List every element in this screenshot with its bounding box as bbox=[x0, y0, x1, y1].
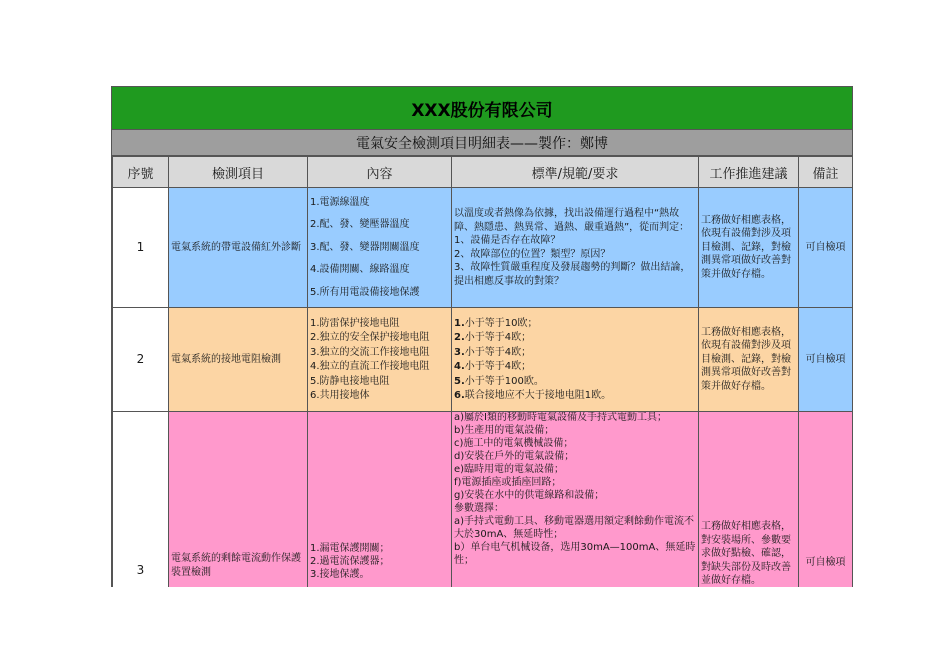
content-line: 3.配、發、變器開關溫度 bbox=[310, 241, 420, 253]
standard-line: 3. 小于等于4欧； bbox=[454, 346, 532, 358]
standard-line: 6. 联合接地应不大于接地电阻1欧。 bbox=[454, 390, 612, 401]
standard-line: 參數選擇： bbox=[454, 503, 504, 514]
content-line: 2.独立的安全保护接地电阻 bbox=[310, 332, 430, 343]
inspection-table bbox=[112, 156, 853, 587]
content-line: 3.独立的交流工作接地电阻 bbox=[310, 346, 430, 358]
row-index[interactable]: 3 bbox=[113, 412, 169, 588]
row-item[interactable]: 電氣系統的帶電設備紅外診斷 bbox=[169, 188, 308, 308]
standard-line: a)屬於I類的移動時電氣設備及手持式電動工具； bbox=[454, 412, 667, 423]
header-row bbox=[113, 157, 853, 188]
col-header-standard[interactable]: 標準/規範/要求 bbox=[452, 157, 699, 188]
col-header-item[interactable]: 檢測項目 bbox=[169, 157, 308, 188]
row-index[interactable]: 1 bbox=[113, 188, 169, 308]
standard-line: b)生產用的電氣設備； bbox=[454, 425, 555, 436]
row-item[interactable]: 電氣系統的剩餘電流動作保護裝置檢測 bbox=[169, 412, 308, 588]
row-note[interactable]: 可自檢項 bbox=[799, 188, 853, 308]
standard-line: d)安裝在戶外的電氣設備； bbox=[454, 451, 575, 462]
standard-line: g)安裝在水中的供電線路和設備； bbox=[454, 490, 605, 501]
standard-line: 2. 小于等于4欧； bbox=[454, 332, 532, 343]
row-note[interactable]: 可自檢項 bbox=[799, 308, 853, 412]
standard-line: 5. 小于等于100欧。 bbox=[454, 375, 544, 387]
col-header-advice[interactable]: 工作推進建議 bbox=[699, 157, 799, 188]
content-line: 5.防静电接地电阻 bbox=[310, 375, 390, 387]
row-standard[interactable] bbox=[452, 412, 699, 588]
row-advice[interactable]: 工務做好相應表格，依現有設備對涉及項目檢測、記錄，對檢測異常項做好改善對策并做好存檔。 bbox=[699, 308, 799, 412]
spreadsheet bbox=[111, 86, 853, 587]
content-line: 1.電源線溫度 bbox=[310, 196, 370, 208]
row-advice[interactable]: 工務做好相應表格，依現有設備對涉及項目檢測、記錄，對檢測異常項做好改善對策并做好存檔。 bbox=[699, 188, 799, 308]
standard-line: f)電源插座或插座回路； bbox=[454, 477, 562, 488]
table-row bbox=[113, 412, 853, 588]
content-line: 4.独立的直流工作接地电阻 bbox=[310, 361, 430, 372]
table-row bbox=[113, 308, 853, 412]
col-header-note[interactable]: 備註 bbox=[799, 157, 853, 188]
content-line: 4.設備開關、線路溫度 bbox=[310, 264, 410, 276]
content-line: 2.過電流保護器； bbox=[310, 556, 390, 567]
content-line: 3.接地保護。 bbox=[310, 569, 370, 580]
col-header-index[interactable]: 序號 bbox=[113, 157, 169, 188]
standard-line: a)手持式電動工具、移動電器選用額定剩餘動作電流不大於30mA、無延時性； bbox=[454, 516, 695, 540]
standard-line: b）单台电气机械设备，选用30mA—100mA、無延時性； bbox=[454, 542, 696, 566]
content-line: 2.配、發、變壓器溫度 bbox=[310, 219, 410, 231]
standard-line: 4. 小于等于4欧； bbox=[454, 361, 532, 372]
row-content[interactable] bbox=[308, 412, 452, 588]
row-advice[interactable]: 工務做好相應表格，對安裝場所、參數要求做好點檢、確認，對缺失部份及時改善並做好存檔。 bbox=[699, 412, 799, 588]
content-line: 5.所有用電設備接地保護 bbox=[310, 286, 420, 298]
table-row bbox=[113, 188, 853, 308]
content-line: 1.防雷保护接地电阻 bbox=[310, 317, 400, 329]
row-content[interactable] bbox=[308, 188, 452, 308]
sheet-subtitle: 電氣安全檢測項目明細表——製作：鄭博 bbox=[112, 130, 852, 156]
row-standard[interactable]: 以溫度或者熱像為依據，找出設備運行過程中“熱故障、熱隱患、熱異常、過熱、嚴重過熱”，從而判定： 1、設備是否存在故障？ 2、故障部位的位置？類型？原因？ 3、故障性質嚴重程度及發展趨勢的判斷？做出結論，提出相應反事故的對策？ bbox=[452, 188, 699, 308]
standard-line: 1. 小于等于10欧； bbox=[454, 317, 538, 329]
content-line: 1.漏電保護開關； bbox=[310, 543, 390, 554]
col-header-content[interactable]: 內容 bbox=[308, 157, 452, 188]
row-standard[interactable] bbox=[452, 308, 699, 412]
standard-line: e)臨時用電的電氣設備； bbox=[454, 464, 565, 475]
row-item[interactable]: 電氣系統的接地電阻檢測 bbox=[169, 308, 308, 412]
row-note[interactable]: 可自檢項 bbox=[799, 412, 853, 588]
company-title: XXX股份有限公司 bbox=[112, 87, 852, 130]
standard-line: c)施工中的電氣機械設備； bbox=[454, 438, 574, 449]
row-index[interactable]: 2 bbox=[113, 308, 169, 412]
row-content[interactable] bbox=[308, 308, 452, 412]
content-line: 6.共用接地体 bbox=[310, 390, 370, 401]
